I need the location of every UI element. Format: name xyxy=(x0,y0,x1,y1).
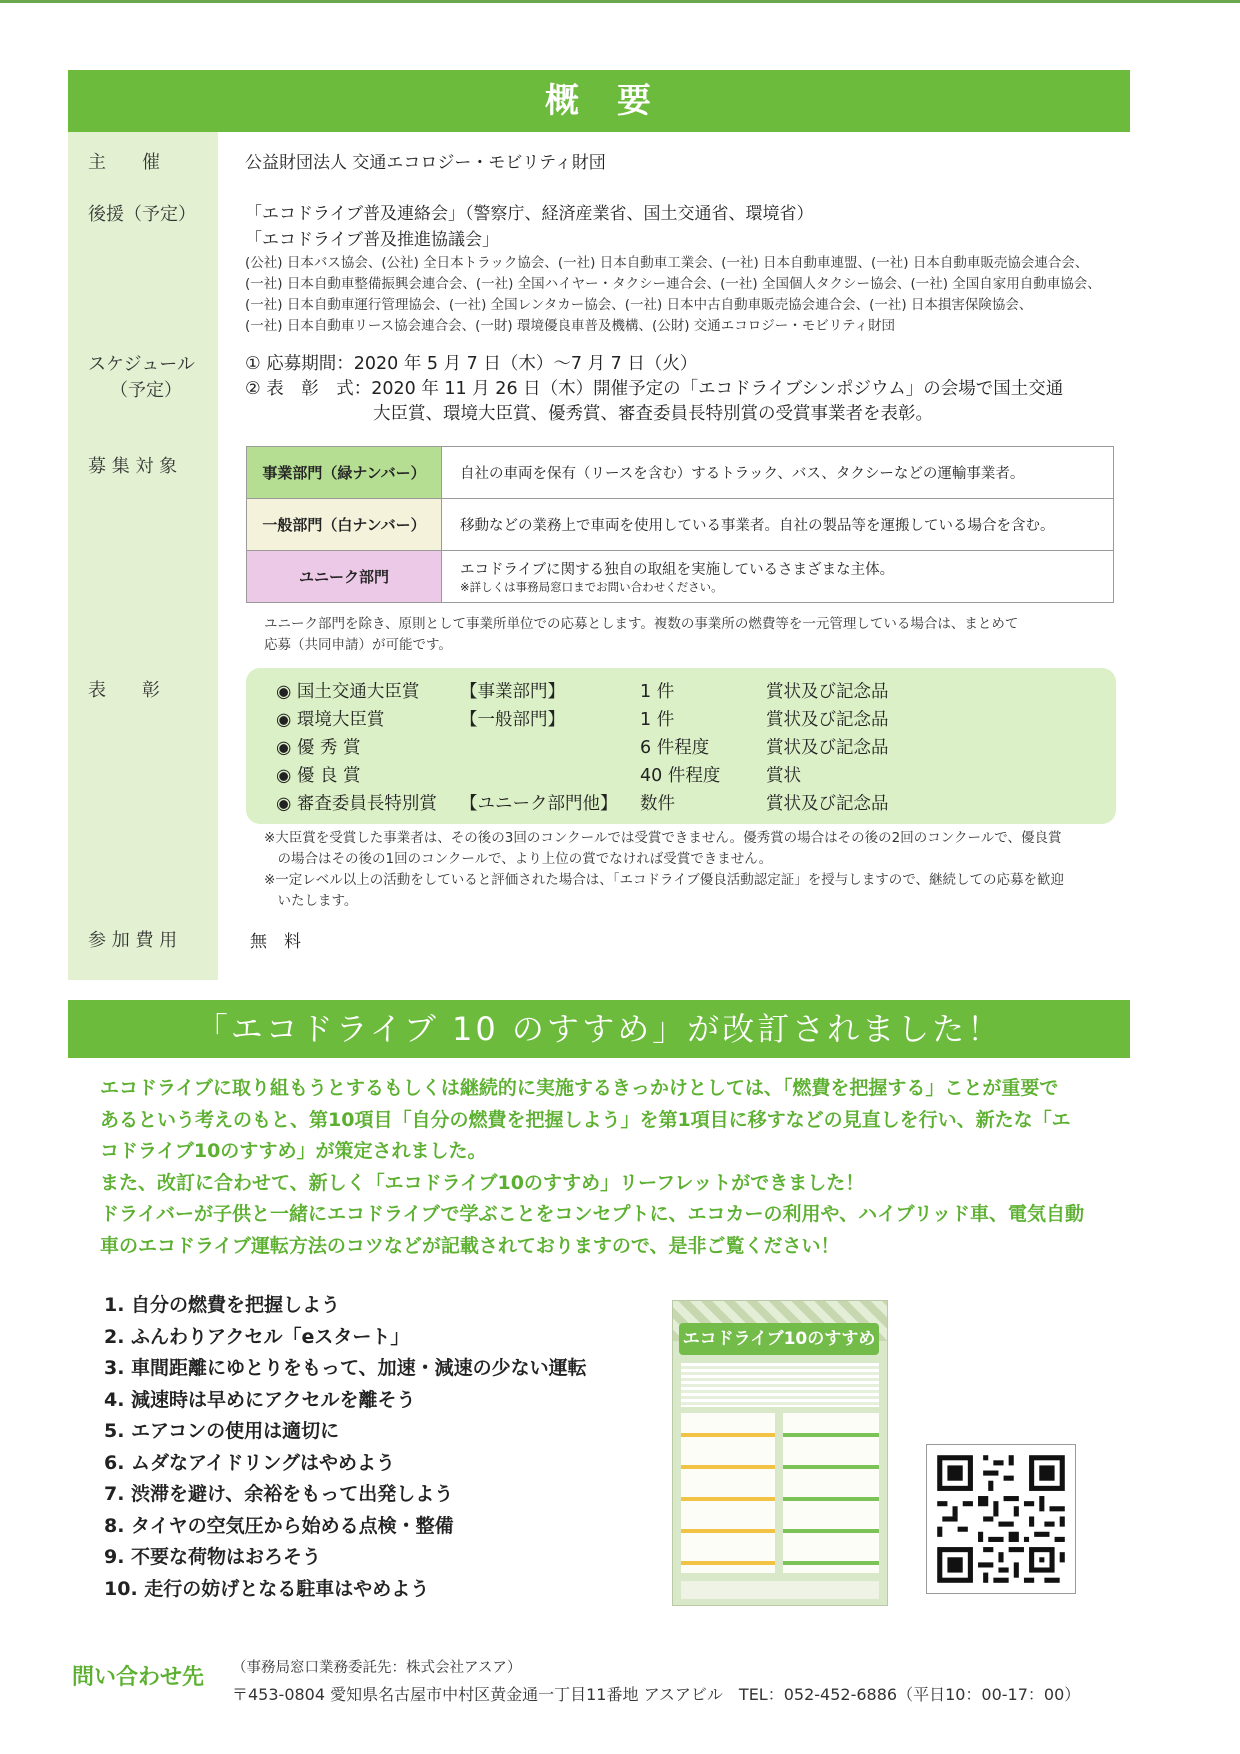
leaflet-column-right xyxy=(783,1413,879,1573)
support-org-line: (一社) 日本自動車リース協会連合会、(一財) 環境優良車普及機構、(公財) 交通エコロジー・モビリティ財団 xyxy=(245,318,895,334)
award-dept: 【ユニーク部門他】 xyxy=(460,794,618,814)
tip-item: 1. 自分の燃費を把握しよう xyxy=(104,1294,341,1316)
qr-code-icon xyxy=(927,1445,1075,1593)
support-value-2: 「エコドライブ普及推進協議会」 xyxy=(245,230,499,250)
target-footnote-line1: ユニーク部門を除き、原則として事業所単位での応募とします。複数の事業所の燃費等を一元管理している場合は、まとめて xyxy=(264,616,1019,632)
award-count: 40 件程度 xyxy=(640,766,721,786)
award-count: 数件 xyxy=(640,794,675,814)
schedule-label-line2: （予定） xyxy=(110,380,182,401)
schedule-line-2: ② 表 彰 式：2020 年 11 月 26 日（木）開催予定の「エコドライブシンポジウム」の会場で国土交通 xyxy=(245,379,1064,399)
leaflet-footer xyxy=(681,1581,879,1599)
contact-title: 問い合わせ先 xyxy=(72,1665,205,1690)
award-prize: 賞状及び記念品 xyxy=(766,682,889,702)
award-name: ◉ 優 秀 賞 xyxy=(276,738,361,758)
qr-code[interactable] xyxy=(926,1444,1076,1594)
fee-value: 無 料 xyxy=(250,932,301,952)
eco-drive-section-header: 「エコドライブ 10 のすすめ」が改訂されました！ xyxy=(68,1000,1130,1058)
support-org-line: (一社) 日本自動車運行管理協会、(一社) 全国レンタカー協会、(一社) 日本中古自動車販売協会連合会、(一社) 日本損害保険協会、 xyxy=(245,297,1033,313)
award-note-line: ※大臣賞を受賞した事業者は、その後の3回のコンクールでは受賞できません。優秀賞の場合はその後の2回のコンクールで、優良賞 xyxy=(264,830,1062,846)
award-count: 1 件 xyxy=(640,710,675,730)
award-count: 1 件 xyxy=(640,682,675,702)
organizer-value: 公益財団法人 交通エコロジー・モビリティ財団 xyxy=(245,153,606,173)
tip-item: 9. 不要な荷物はおろそう xyxy=(104,1546,322,1568)
top-border-line xyxy=(0,0,1240,3)
overview-header: 概 要 xyxy=(68,70,1130,132)
award-label: 表 彰 xyxy=(88,680,160,701)
target-desc: 移動などの業務上で車両を使用している事業者。自社の製品等を運搬している場合を含む。 xyxy=(442,499,1114,551)
target-desc: 自社の車両を保有（リースを含む）するトラック、バス、タクシーなどの運輸事業者。 xyxy=(442,447,1114,499)
award-notes xyxy=(264,828,1124,912)
schedule-label-line1: スケジュール xyxy=(88,354,195,375)
schedule-value xyxy=(245,352,1063,427)
fee-label: 参 加 費 用 xyxy=(88,930,178,951)
award-name: ◉ 優 良 賞 xyxy=(276,766,361,786)
intro-line: また、改訂に合わせて、新しく「エコドライブ10のすすめ」リーフレットができました！ xyxy=(100,1171,865,1194)
tip-item: 5. エアコンの使用は適切に xyxy=(104,1420,340,1442)
award-count: 6 件程度 xyxy=(640,738,710,758)
award-row xyxy=(276,734,1116,762)
award-row xyxy=(276,706,1116,734)
award-row xyxy=(276,790,1116,818)
schedule-line-3: 大臣賞、環境大臣賞、優秀賞、審査委員長特別賞の受賞事業者を表彰。 xyxy=(373,404,933,424)
schedule-line-1: ① 応募期間：2020 年 5 月 7 日（木）〜7 月 7 日（火） xyxy=(245,354,698,374)
award-name: ◉ 環境大臣賞 xyxy=(276,710,385,730)
award-prize: 賞状 xyxy=(766,766,801,786)
target-categories-table xyxy=(246,446,1114,603)
target-note: ※詳しくは事務局窓口までお問い合わせください。 xyxy=(460,580,723,594)
schedule-label xyxy=(88,352,200,404)
leaflet-image xyxy=(672,1300,888,1606)
target-footnote xyxy=(264,614,1124,656)
support-org-line: (公社) 日本バス協会、(公社) 全日本トラック協会、(一社) 日本自動車工業会、(一社) 日本自動車連盟、(一社) 日本自動車販売協会連合会、 xyxy=(245,255,1089,271)
leaflet-text-block xyxy=(681,1363,879,1407)
support-orgs xyxy=(245,253,1125,337)
target-row xyxy=(247,447,1114,499)
target-category: 一般部門（白ナンバー） xyxy=(247,499,442,551)
intro-line: 車のエコドライブ運転方法のコツなどが記載されておりますので、是非ご覧ください！ xyxy=(100,1234,840,1257)
award-row xyxy=(276,762,1116,790)
award-row xyxy=(276,678,1116,706)
target-desc-cell xyxy=(442,551,1114,603)
award-dept: 【一般部門】 xyxy=(460,710,565,730)
tip-item: 2. ふんわりアクセル「eスタート」 xyxy=(104,1325,410,1348)
label-column xyxy=(68,132,218,980)
leaflet-title: エコドライブ10のすすめ xyxy=(679,1323,879,1355)
support-org-line: (一社) 日本自動車整備振興会連合会、(一社) 全国ハイヤー・タクシー連合会、(一社) 全国個人タクシー協会、(一社) 全国自家用自動車協会、 xyxy=(245,276,1101,292)
eco-drive-tips-list xyxy=(104,1290,664,1605)
tip-item: 8. タイヤの空気圧から始める点検・整備 xyxy=(104,1514,454,1537)
intro-line: あるという考えのもと、第10項目「自分の燃費を把握しよう」を第1項目に移すなどの見直しを行い、新たな「エ xyxy=(100,1108,1071,1131)
organizer-label: 主 催 xyxy=(88,152,160,173)
intro-line: エコドライブに取り組もうとするもしくは継続的に実施するきっかけとしては、「燃費を把握する」ことが重要で xyxy=(100,1077,1059,1099)
award-note-line: いたします。 xyxy=(264,893,358,909)
award-dept: 【事業部門】 xyxy=(460,682,565,702)
tip-item: 6. ムダなアイドリングはやめよう xyxy=(104,1451,395,1474)
award-prize: 賞状及び記念品 xyxy=(766,710,889,730)
leaflet-column-left xyxy=(681,1413,775,1573)
target-footnote-line2: 応募（共同申請）が可能です。 xyxy=(264,637,452,653)
target-row xyxy=(247,499,1114,551)
award-note-line: ※一定レベル以上の活動をしていると評価された場合は、「エコドライブ優良活動認定証」を授与しますので、継続しての応募を歓迎 xyxy=(264,872,1064,888)
award-prize: 賞状及び記念品 xyxy=(766,738,889,758)
intro-line: ドライバーが子供と一緒にエコドライブで学ぶことをコンセプトに、エコカーの利用や、ハイブリッド車、電気自動 xyxy=(100,1203,1085,1225)
support-label: 後援（予定） xyxy=(88,204,196,225)
tip-item: 7. 渋滞を避け、余裕をもって出発しよう xyxy=(104,1483,454,1505)
support-value-1: 「エコドライブ普及連絡会」（警察庁、経済産業省、国土交通省、環境省） xyxy=(245,204,814,224)
award-name: ◉ 国土交通大臣賞 xyxy=(276,682,420,702)
tip-item: 3. 車間距離にゆとりをもって、加速・減速の少ない運転 xyxy=(104,1357,587,1379)
award-box xyxy=(246,668,1116,824)
target-desc: エコドライブに関する独自の取組を実施しているさまざまな主体。 xyxy=(460,562,895,578)
target-row xyxy=(247,551,1114,603)
target-label: 募 集 対 象 xyxy=(88,456,178,477)
contact-line-2: 〒453-0804 愛知県名古屋市中村区黄金通一丁目11番地 アスアビル TEL：052-452-6886（平日10：00-17：00） xyxy=(232,1685,1081,1704)
award-name: ◉ 審査委員長特別賞 xyxy=(276,794,437,814)
tip-item: 4. 減速時は早めにアクセルを離そう xyxy=(104,1388,416,1411)
award-prize: 賞状及び記念品 xyxy=(766,794,889,814)
eco-drive-intro xyxy=(100,1073,1120,1262)
target-category: ユニーク部門 xyxy=(247,551,442,603)
tip-item: 10. 走行の妨げとなる駐車はやめよう xyxy=(104,1577,430,1600)
target-category: 事業部門（緑ナンバー） xyxy=(247,447,442,499)
contact-line-1: （事務局窓口業務委託先：株式会社アスア） xyxy=(232,1660,522,1676)
intro-line: コドライブ10のすすめ」が策定されました。 xyxy=(100,1140,487,1162)
award-note-line: の場合はその後の1回のコンクールで、より上位の賞でなければ受賞できません。 xyxy=(264,851,773,867)
